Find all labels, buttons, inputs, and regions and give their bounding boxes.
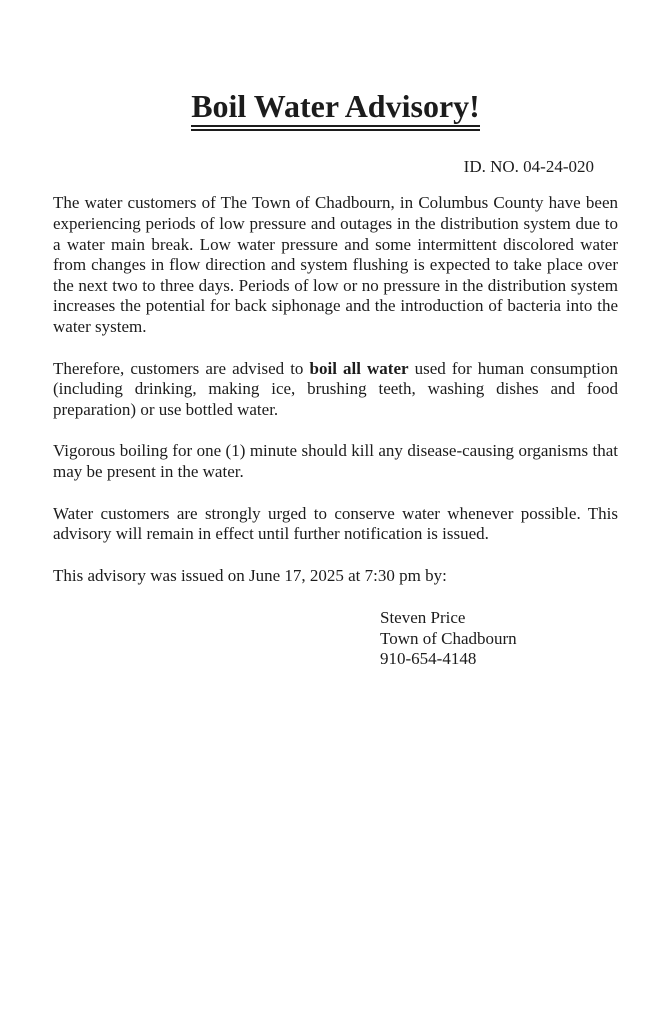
signature-name: Steven Price: [380, 608, 466, 628]
document-title-text: Boil Water Advisory!: [191, 88, 480, 131]
advisory-text-after: used for human consumption (including drinking, making ice, brushing teeth, washing dishes and food preparation) or use bottled water.: [53, 358, 618, 419]
paragraph-conservation: Water customers are strongly urged to conserve water whenever possible. This advisory will remain in effect until further notification is issued.: [53, 503, 618, 544]
advisory-bold-phrase: boil all water: [309, 358, 409, 378]
document-content: [53, 0, 618, 670]
paragraph-situation: The water customers of The Town of Chadbourn, in Columbus County have been experiencing periods of low pressure and outages in the distribution system due to a water main break. Low water pressure and some intermittent discolored water from changes in flow direction and system flushing is expected to take place over the next two to three days. Periods of low or no pressure in the distribution system increases the potential for back siphonage and the introduction of bacteria into the water system.: [53, 193, 618, 336]
signature-organization: Town of Chadbourn: [380, 628, 517, 648]
signature-block: [380, 608, 618, 670]
signature-phone: 910-654-4148: [380, 649, 477, 669]
paragraph-boiling-instructions: Vigorous boiling for one (1) minute should kill any disease-causing organisms that may be present in the water.: [53, 441, 618, 481]
paragraph-advisory: [53, 359, 618, 421]
paragraph-issued-date: This advisory was issued on June 17, 2025 at 7:30 pm by:: [53, 565, 447, 585]
document-title: [53, 88, 618, 125]
advisory-text-before: Therefore, customers are advised to: [53, 358, 310, 378]
document-id-number: ID. NO. 04-24-020: [463, 156, 594, 176]
